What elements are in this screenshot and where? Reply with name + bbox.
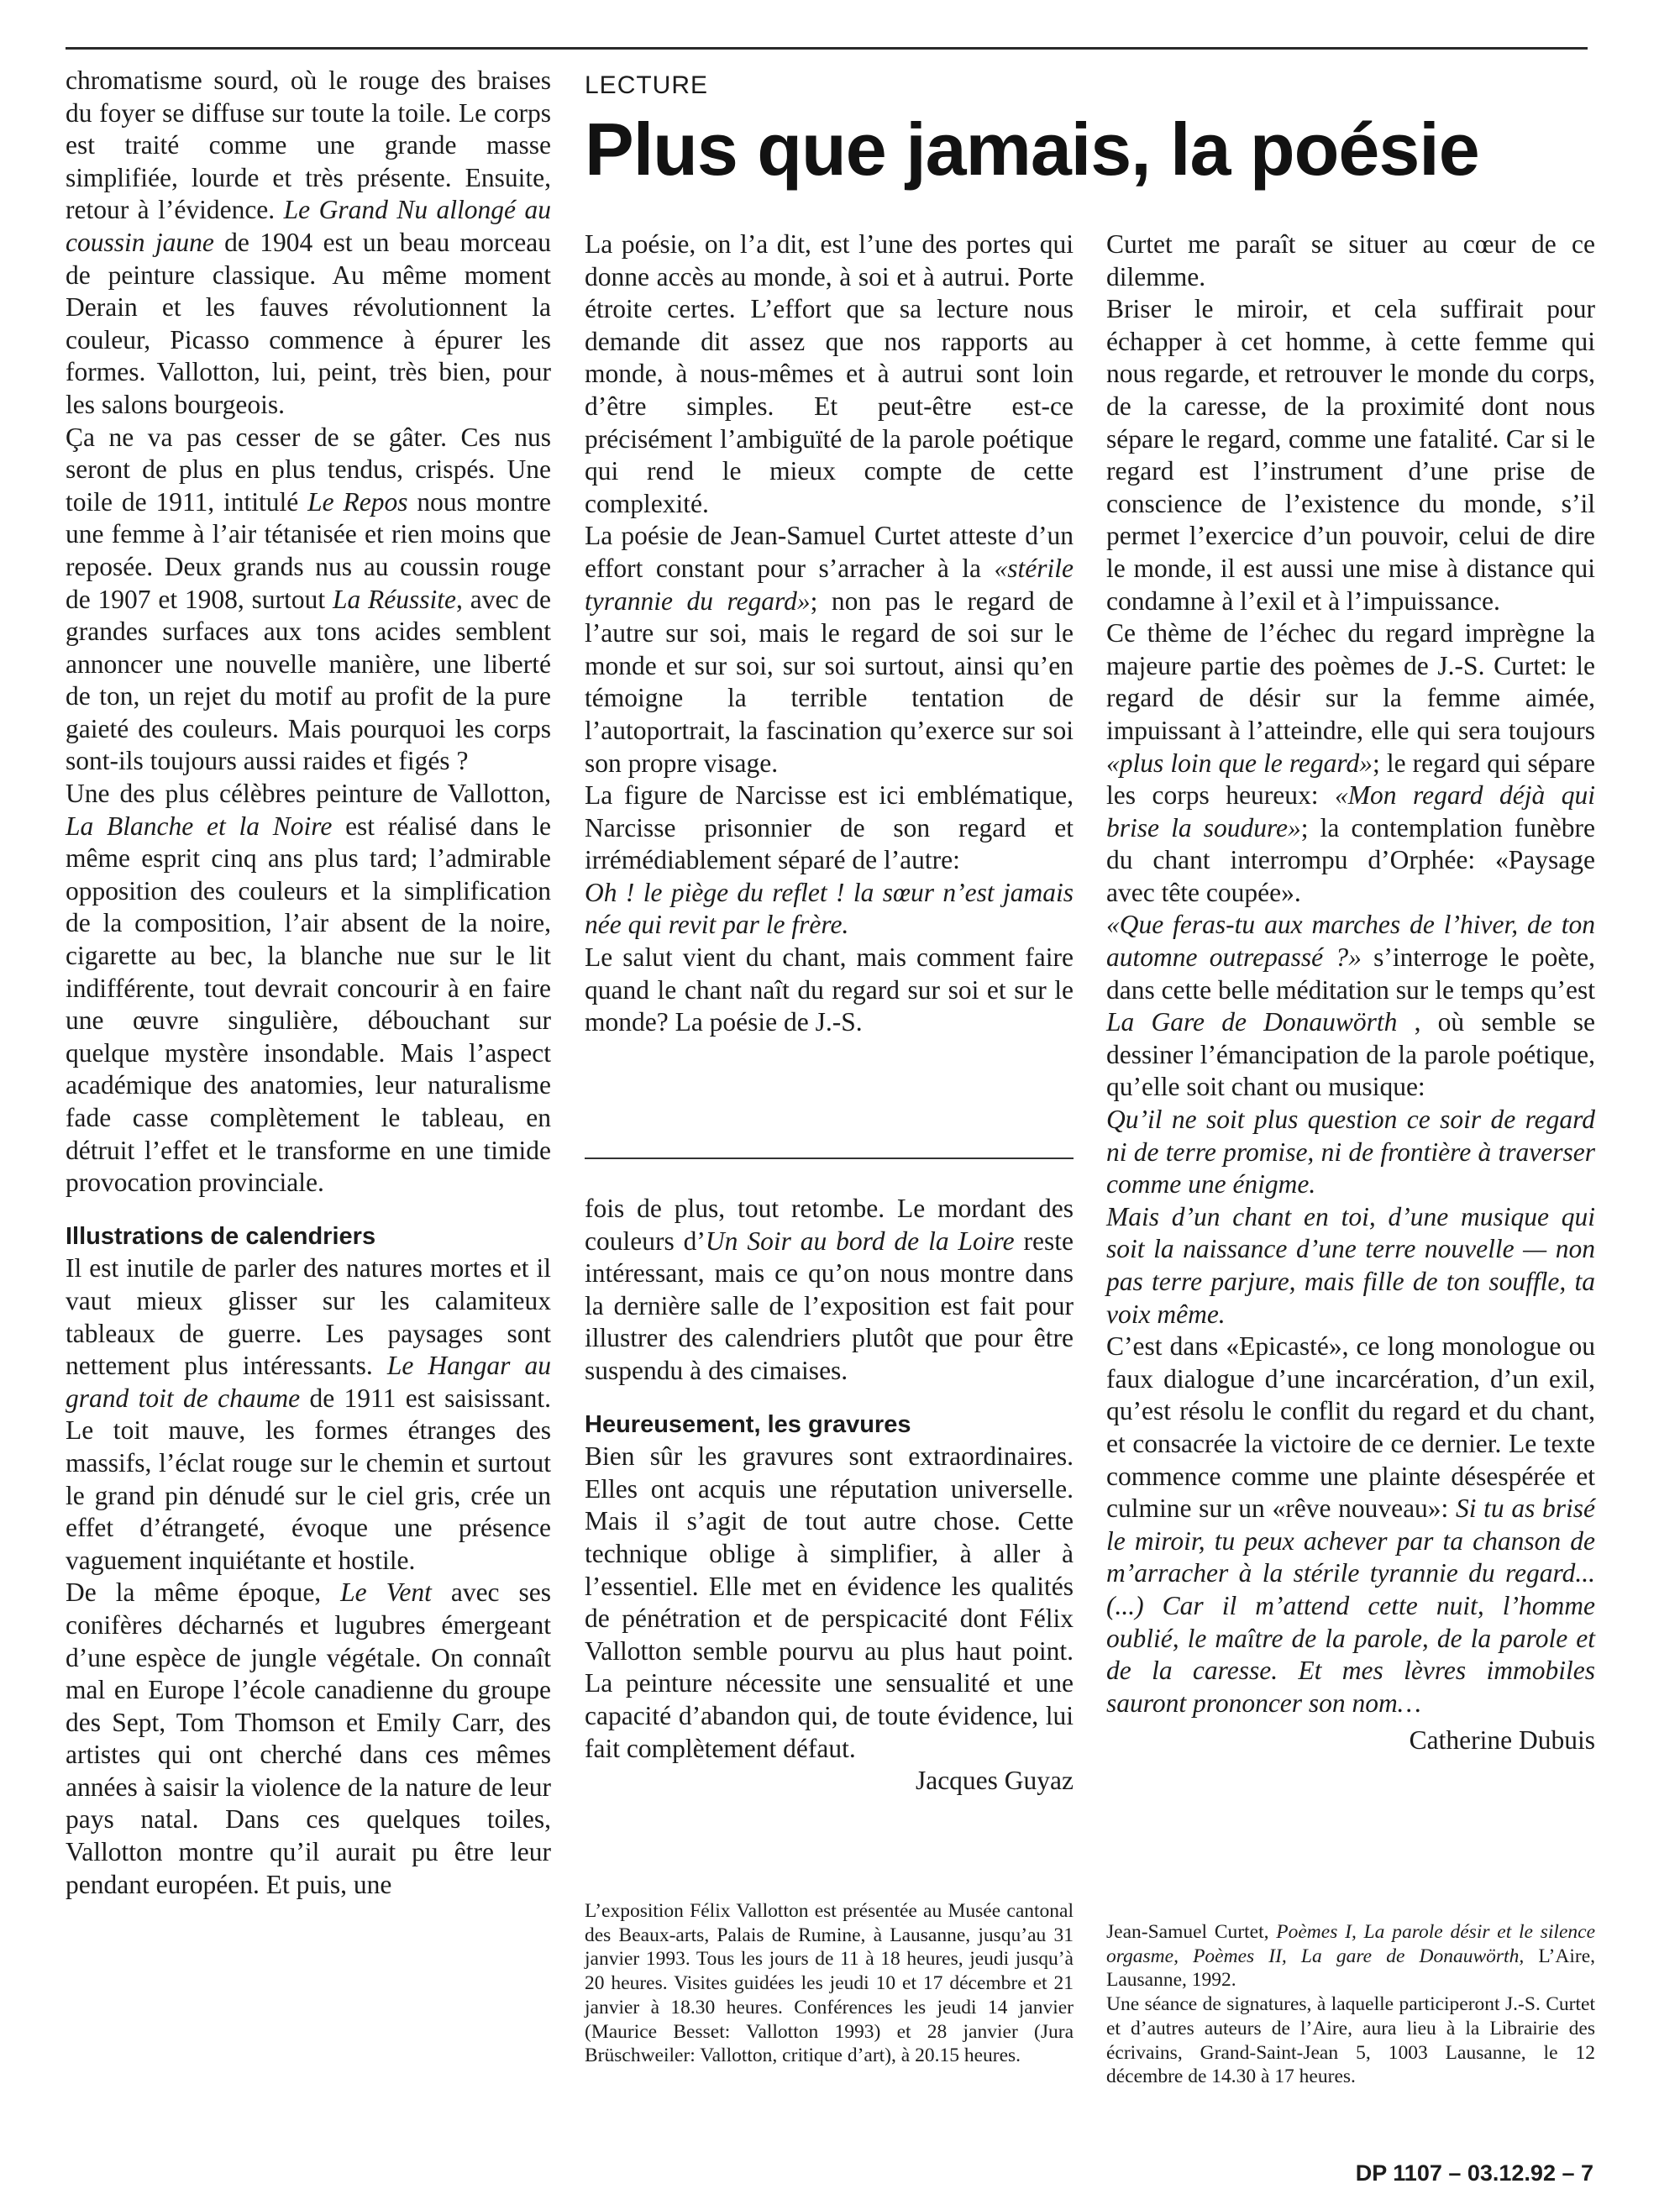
paragraph: La poésie de Jean-Samuel Curtet atteste d’un effort constant pour s’arracher à la «stérile tyrannie du regard»; non pas le regard de l’autre sur soi, mais le regard de soi sur le monde et sur soi, sur soi surtout, ainsi qu’en témoigne la terrible tentation de l’autoportrait, la fascination qu’exerce sur soi son propre visage. xyxy=(585,521,1074,778)
paragraph: fois de plus, tout retombe. Le mordant des couleurs d’Un Soir au bord de la Loire reste intéressant, mais ce qu’on nous montre dans la dernière salle de l’exposition est fait pour illustrer des calendriers plutôt que pour être suspendu à des cimaises. xyxy=(585,1194,1074,1385)
paragraph: La figure de Narcisse est ici emblématique, Narcisse prisonnier de son regard et irrémédiablement séparé de l’autre: xyxy=(585,780,1074,875)
poem-quote: Oh ! le piège du reflet ! la sœur n’est jamais née qui revit par le frère. xyxy=(585,877,1074,940)
column-middle-bottom xyxy=(585,1193,1074,1798)
book-note: Jean-Samuel Curtet, Poèmes I, La parole désir et le silence orgasme, Poèmes II, La gare de Donauwörth, L’Aire, Lausanne, 1992. Une séance de signatures, à laquelle participeront J.-S. Curtet et d’autres auteurs de l’Aire, aura lieu à la Librairie des écrivains, Grand-Saint-Jean 5, 1003 Lausanne, le 12 décembre de 14.30 à 17 heures. xyxy=(1106,1921,1596,2088)
paragraph: Bien sûr les gravures sont extraordinaires. Elles ont acquis une réputation universelle. Mais il s’agit de tout autre chose. Cette technique oblige à simplifier, à aller à l’essentiel. Elle met en évidence les qualités de pénétration et de perspicacité dont Félix Vallotton semble pourvu au plus haut point. La peinture nécessite une sensualité et une capacité d’abandon qui, de toute évidence, lui fait complètement défaut. xyxy=(585,1441,1074,1763)
author-signature: Jacques Guyaz xyxy=(915,1766,1074,1796)
paragraph: Une des plus célèbres peinture de Vallotton, La Blanche et la Noire est réalisé dans le même esprit cinq ans plus tard; l’admirable opposition des couleurs et la simplification de la composition, l’air absent de la noire, cigarette au bec, la blanche nue sur le lit indifférente, tout devrait concourir à en faire une œuvre singulière, débouchant sur quelque mystère insondable. Mais l’aspect académique des anatomies, leur naturalisme fade casse complètement le tableau, en détruit l’effet et le transforme en une timide provocation provinciale. xyxy=(66,779,551,1198)
paragraph: «Que feras-tu aux marches de l’hiver, de ton automne outrepassé ?» s’interroge le poète, dans cette belle méditation sur le temps qu’est La Gare de Donauwörth , où semble se dessiner l’émancipation de la parole poétique, qu’elle soit chant ou musique: xyxy=(1106,910,1595,1102)
paragraph: Ça ne va pas cesser de se gâter. Ces nus seront de plus en plus tendus, crispés. Une toile de 1911, intitulé Le Repos nous montre une femme à l’air tétanisée et rien moins que reposée. Deux grands nus au coussin rouge de 1907 et 1908, surtout La Réussite, avec de grandes surfaces aux tons acides semblent annoncer une nouvelle manière, une liberté de ton, un rejet du motif au profit de la pure gaieté des couleurs. Mais pourquoi les corps sont-ils toujours aussi raides et figés ? xyxy=(66,422,551,776)
column-right xyxy=(1106,228,1595,1757)
column-left xyxy=(66,65,551,1901)
paragraph: C’est dans «Epicasté», ce long monologue ou faux dialogue d’une incarcération, d’un exil, qu’est résolu le conflit du regard et du chant, et consacrée la victoire de ce dernier. Le texte commence comme une plainte désespérée et culmine sur un «rêve nouveau»: Si tu as brisé le miroir, tu peux achever par ta chanson de m’arracher à la stérile tyrannie du regard... (...) Car il m’attend cette nuit, l’homme oublié, le maître de la parole, de la parole et de la caresse. Et mes lèvres immobiles sauront prononcer son nom… xyxy=(1106,1331,1596,1718)
section-heading: Heureusement, les gravures xyxy=(585,1410,911,1438)
paragraph: La poésie, on l’a dit, est l’une des portes qui donne accès au monde, à soi et à autrui. Porte étroite certes. L’effort que sa lecture nous demande dit assez que nos rapports au monde, à nous-mêmes et à autrui sont loin d’être simples. Et peut-être est-ce précisément l’ambiguïté de la parole poétique qui rend le mieux compte de cette complexité. xyxy=(585,229,1074,518)
section-rubric: LECTURE xyxy=(585,71,709,99)
paragraph: chromatisme sourd, où le rouge des braises du foyer se diffuse sur toute la toile. Le corps est traité comme une grande masse simplifiée, lourde et très présente. Ensuite, retour à l’évidence. Le Grand Nu allongé au coussin jaune de 1904 est un beau morceau de peinture classique. Au même moment Derain et les fauves révolutionnent la couleur, Picasso commence à épurer les formes. Vallotton, lui, peint, très bien, pour les salons bourgeois. xyxy=(66,66,551,419)
paragraph: Curtet me paraît se situer au cœur de ce dilemme. xyxy=(1106,229,1595,291)
paragraph: Le salut vient du chant, mais comment faire quand le chant naît du regard sur soi et sur le monde? La poésie de J.-S. xyxy=(585,942,1074,1037)
author-signature: Catherine Dubuis xyxy=(1409,1725,1595,1756)
column-middle-top xyxy=(585,228,1074,1039)
top-rule xyxy=(66,47,1588,50)
page-footer: DP 1107 – 03.12.92 – 7 xyxy=(1355,2160,1593,2186)
section-heading: Illustrations de calendriers xyxy=(66,1222,376,1250)
poem-quote: Mais d’un chant en toi, d’une musique qui soit la naissance d’une terre nouvelle — non pas terre parjure, mais fille de ton souffle, ta voix même. xyxy=(1106,1201,1595,1329)
column-separator xyxy=(585,1157,1074,1159)
exhibition-note: L’exposition Félix Vallotton est présentée au Musée cantonal des Beaux-arts, Palais de Rumine, à Lausanne, jusqu’au 31 janvier 1993. Tous les jours de 11 à 18 heures, jeudi jusqu’à 20 heures. Visites guidées les jeudi 10 et 17 décembre et 21 janvier à 18.30 heures. Conférences les jeudi 14 janvier (Maurice Besset: Vallotton 1993) et 28 janvier (Jura Brüschweiler: Vallotton, critique d’art), à 20.15 heures. xyxy=(585,1900,1074,2067)
paragraph: Il est inutile de parler des natures mortes et il vaut mieux glisser sur les calamiteux tableaux de guerre. Les paysages sont nettement plus intéressants. Le Hangar au grand toit de chaume de 1911 est saisissant. Le toit mauve, les formes étranges des massifs, l’éclat rouge sur le chemin et surtout le grand pin dénudé sur le ciel gris, crée un effet d’étrangeté, évoque une présence vaguement inquiétante et hostile. xyxy=(66,1253,551,1575)
paragraph: De la même époque, Le Vent avec ses conifères décharnés et lugubres émergeant d’une espèce de jungle végétale. On connaît mal en Europe l’école canadienne du groupe des Sept, Tom Thomson et Emily Carr, des artistes qui ont cherché dans ces mêmes années à saisir la violence de la nature de leur pays natal. Dans ces quelques toiles, Vallotton montre qu’il aurait pu être leur pendant européen. Et puis, une xyxy=(66,1577,552,1899)
poem-quote: Qu’il ne soit plus question ce soir de regard ni de terre promise, ni de frontière à traverser comme une énigme. xyxy=(1106,1105,1595,1199)
paragraph: Ce thème de l’échec du regard imprègne la majeure partie des poèmes de J.-S. Curtet: le regard de désir sur la femme aimée, impuissant à l’atteindre, elle qui sera toujours «plus loin que le regard»; le regard qui sépare les corps heureux: «Mon regard déjà qui brise la soudure»; la contemplation funèbre du chant interrompu d’Orphée: «Paysage avec tête coupée». xyxy=(1106,618,1596,907)
page-title: Plus que jamais, la poésie xyxy=(585,108,1479,191)
paragraph: Briser le miroir, et cela suffirait pour échapper à cet homme, à cette femme qui nous regarde, et retrouver le monde du corps, de la caresse, de la proximité dont nous sépare le regard, comme une fatalité. Car si le regard est l’instrument d’une prise de conscience de l’existence du monde, s’il permet l’exercice d’un pouvoir, celui de dire le monde, il est aussi une mise à distance qui condamne à l’exil et à l’impuissance. xyxy=(1106,294,1595,616)
